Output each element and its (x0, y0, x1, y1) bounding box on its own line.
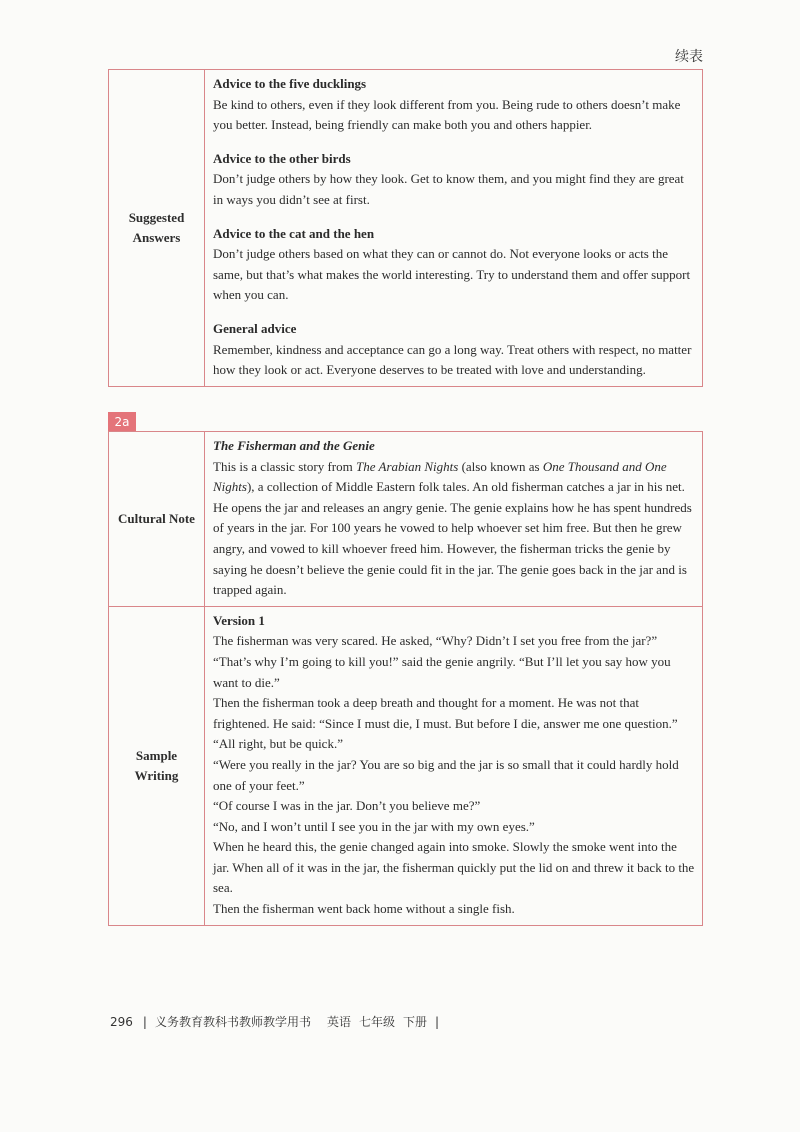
sample-label-line2: Writing (134, 767, 179, 783)
cultural-note-text (213, 457, 695, 601)
suggested-label-line1: Suggested (128, 209, 185, 225)
source-title: The Arabian Nights (355, 458, 459, 474)
alt-title: One Thousand and One Nights (213, 458, 667, 495)
subject: 英语 (326, 1015, 351, 1029)
story-paragraph: Then the fisherman went back home without a single fish. (213, 901, 515, 917)
section-2a-table (108, 431, 703, 926)
grade: 七年级 (358, 1015, 395, 1029)
story-paragraph: “Of course I was in the jar. Don’t you believe me?” (213, 798, 481, 814)
story-paragraph: “No, and I won’t until I see you in the jar with my own eyes.” (213, 818, 535, 834)
suggested-answers-table (108, 69, 703, 387)
cultural-note-content (205, 432, 703, 607)
advice-text: Remember, kindness and acceptance can go a long way. Treat others with respect, no matter how they look or act. Everyone deserves to be treated with love and understanding. (213, 341, 692, 378)
story-paragraph: The fisherman was very scared. He asked, “Why? Didn’t I set you free from the jar?” (213, 633, 658, 649)
story-paragraph: When he heard this, the genie changed again into smoke. Slowly the smoke went into the jar. When all of it was in the jar, the fisherman quickly put the lid on and threw it back to the sea. (213, 839, 695, 896)
cultural-note-label: Cultural Note (109, 432, 205, 607)
sample-writing-content (205, 606, 703, 925)
note-text-part: ), a collection of Middle Eastern folk tales. An old fisherman catches a jar in his net. He opens the jar and releases an angry genie. The genie explains how he has spent hundreds of years in the jar. For 100 years he vowed to help whoever set him free. But then he grew angry, and vowed to kill whoever freed him. However, the fisherman tricks the genie by saying he doesn’t believe the genie could fit in the jar. The genie goes back in the jar and is trapped again. (213, 479, 692, 598)
footer-separator: | (142, 1015, 147, 1029)
note-text-part: (also known as (458, 458, 543, 474)
section-tag-2a: 2a (108, 412, 136, 432)
story-title: The Fisherman and the Genie (213, 438, 375, 453)
advice-block-birds (213, 149, 695, 211)
sample-writing-row (109, 606, 703, 925)
page-number: 296 (110, 1015, 133, 1029)
advice-block-cat-hen (213, 224, 695, 306)
book-title: 义务教育教科书教师教学用书 (154, 1015, 311, 1029)
story-paragraph: “Were you really in the jar? You are so big and the jar is so small that it could hardly hold one of your feet.” (213, 756, 679, 793)
advice-text: Don’t judge others by how they look. Get to know them, and you might find they are great in ways you didn’t see at first. (213, 171, 684, 207)
advice-block-general (213, 319, 695, 381)
page-footer (110, 1013, 447, 1030)
suggested-label-line2: Answers (132, 229, 181, 245)
story-paragraph: “That’s why I’m going to kill you!” said the genie angrily. “But I’ll let you say how you want to die.” (213, 653, 671, 690)
advice-heading: Advice to the five ducklings (213, 76, 367, 91)
suggested-answers-label (109, 70, 205, 387)
advice-heading: Advice to the other birds (213, 150, 351, 166)
sample-label-line1: Sample (135, 747, 178, 763)
footer-separator: | (435, 1015, 440, 1029)
suggested-answers-content (205, 70, 703, 387)
volume: 下册 (403, 1015, 428, 1029)
advice-heading: Advice to the cat and the hen (213, 225, 375, 241)
advice-block-ducklings (213, 74, 695, 136)
story-paragraph: Then the fisherman took a deep breath and thought for a moment. He was not that frightened. He said: “Since I must die, I must. But before I die, answer me one question.” (213, 695, 678, 731)
advice-text: Be kind to others, even if they look different from you. Being rude to others doesn’t make you better. Instead, being friendly can make both you and others happier. (213, 96, 681, 133)
cultural-note-row (109, 432, 703, 607)
advice-heading: General advice (213, 320, 297, 336)
version-heading: Version 1 (213, 612, 265, 628)
story-paragraph: “All right, but be quick.” (213, 736, 343, 752)
suggested-answers-row (109, 70, 703, 387)
continued-label: 续表 (675, 49, 703, 65)
sample-writing-label (109, 606, 205, 925)
note-text-part: This is a classic story from (213, 458, 356, 474)
advice-text: Don’t judge others based on what they can or cannot do. Not everyone looks or acts the same, but that’s what makes the world interesting. Try to understand them and offer support when you can. (213, 246, 691, 303)
